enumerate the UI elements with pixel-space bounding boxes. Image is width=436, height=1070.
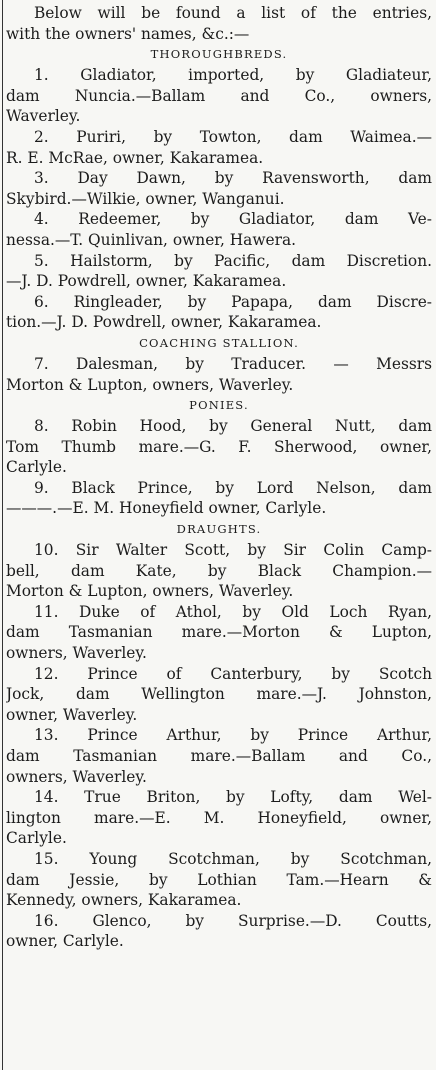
entry-line: —J. D. Powdrell, owner, Kakaramea. — [6, 272, 287, 291]
entry-line: 1. Gladiator, imported, by Gladiateur, — [34, 66, 432, 85]
section-coaching-stallion — [6, 333, 432, 395]
entry-line: dam Nuncia.—Ballam and Co., owners, — [6, 86, 432, 105]
entry-line: 9. Black Prince, by Lord Nelson, dam — [34, 478, 432, 497]
entry-line: Morton & Lupton, owners, Waverley. — [6, 375, 294, 394]
entry-line: 15. Young Scotchman, by Scotchman, — [34, 849, 432, 868]
entry-line: Tom Thumb mare.—G. F. Sherwood, owner, — [6, 437, 432, 456]
entry-line: tion.—J. D. Powdrell, owner, Kakaramea. — [6, 313, 322, 332]
section-thoroughbreds — [6, 44, 432, 333]
entry-line: nessa.—T. Quinlivan, owner, Hawera. — [6, 230, 297, 249]
entry — [6, 209, 432, 250]
entry-line: 8. Robin Hood, by General Nutt, dam — [34, 417, 432, 436]
entry-line: R. E. McRae, owner, Kakaramea. — [6, 148, 264, 167]
entry — [6, 354, 432, 395]
entry-line: 16. Glenco, by Surprise.—D. Coutts, — [34, 911, 432, 930]
entry-line: 10. Sir Walter Scott, by Sir Colin Camp- — [34, 541, 432, 560]
entry-line: Waverley. — [6, 107, 81, 126]
entry-line: Kennedy, owners, Kakaramea. — [6, 891, 242, 910]
entry-line: 14. True Briton, by Lofty, dam Wel- — [34, 788, 432, 807]
intro-line: with the owners' names, &c.:— — [6, 24, 250, 43]
column-rule — [2, 0, 3, 1070]
entry-line: owners, Waverley. — [6, 644, 147, 663]
entry-line: lington mare.—E. M. Honeyfield, owner, — [6, 808, 432, 827]
entry — [6, 540, 432, 602]
entry-line: owner, Carlyle. — [6, 932, 124, 951]
entry-line: dam Tasmanian mare.—Ballam and Co., — [6, 747, 432, 765]
entry-line: 4. Redeemer, by Gladiator, dam Ve- — [34, 210, 432, 229]
entry — [6, 849, 432, 911]
entry — [6, 725, 432, 787]
entry-line: 12. Prince of Canterbury, by Scotch — [34, 664, 432, 683]
entry — [6, 292, 432, 333]
entry-line: 5. Hailstorm, by Pacific, dam Discretion. — [34, 251, 432, 270]
entry — [6, 416, 432, 478]
section-heading: DRAUGHTS. — [176, 522, 262, 537]
section-draughts — [6, 519, 432, 952]
entry-line: 3. Day Dawn, by Ravensworth, dam — [34, 169, 432, 188]
intro-paragraph — [6, 3, 432, 44]
entry-line: 13. Prince Arthur, by Prince Arthur, — [34, 726, 432, 745]
entry-line: dam Tasmanian mare.—Morton & Lupton, — [6, 623, 432, 642]
section-ponies — [6, 395, 432, 519]
section-heading: COACHING STALLION. — [139, 335, 299, 350]
entry-line: bell, dam Kate, by Black Champion.— — [6, 561, 432, 580]
entry-line: 2. Puriri, by Towton, dam Waimea.— — [34, 127, 432, 146]
entry — [6, 251, 432, 292]
entry-line: dam Jessie, by Lothian Tam.—Hearn & — [6, 870, 432, 889]
entries-column — [6, 3, 432, 952]
entry — [6, 664, 432, 726]
entry — [6, 787, 432, 849]
entry-line: Skybird.—Wilkie, owner, Wanganui. — [6, 189, 285, 208]
entry-line: Jock, dam Wellington mare.—J. Johnston, — [6, 685, 432, 704]
entry — [6, 911, 432, 952]
entry — [6, 127, 432, 168]
entry-line: Morton & Lupton, owners, Waverley. — [6, 582, 294, 601]
entry-line: owner, Waverley. — [6, 705, 138, 724]
intro-line: Below will be found a list of the entries, — [34, 4, 432, 22]
section-heading: PONIES. — [189, 398, 249, 413]
entry-line: ———.—E. M. Honeyfield owner, Carlyle. — [6, 499, 327, 518]
entry — [6, 168, 432, 209]
entry-line: Carlyle. — [6, 829, 67, 848]
section-heading: THOROUGHBREDS. — [150, 47, 288, 62]
entry-line: owners, Waverley. — [6, 767, 147, 786]
entry-line: 6. Ringleader, by Papapa, dam Discre- — [34, 292, 432, 311]
entry — [6, 65, 432, 127]
entry-line: 7. Dalesman, by Traducer. — Messrs — [34, 354, 432, 373]
entry — [6, 602, 432, 664]
entry-line: Carlyle. — [6, 458, 67, 477]
entry-line: 11. Duke of Athol, by Old Loch Ryan, — [34, 602, 432, 621]
entry — [6, 478, 432, 519]
